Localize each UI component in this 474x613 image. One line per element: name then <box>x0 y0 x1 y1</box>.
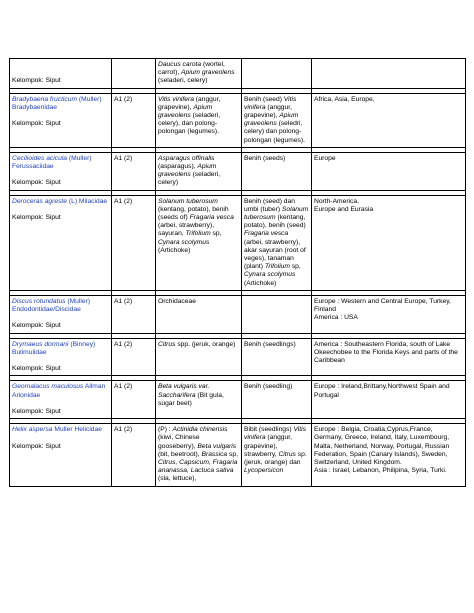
distribution-cell <box>312 152 466 190</box>
distribution-cell <box>312 338 466 376</box>
carrier-text: sp. (jeruk, orange) dan <box>244 450 307 467</box>
distribution-cell <box>312 424 466 486</box>
category-cell <box>112 152 156 190</box>
pest-table <box>9 58 466 487</box>
host-text: spp. (jeruk, orange) <box>175 340 236 348</box>
host-text: sp, <box>227 450 238 458</box>
species-name <box>12 298 109 314</box>
carrier-text: (anggur, grapevine), <box>244 103 292 120</box>
carrier-text: (arbei, strawberry), akar sayuran (root of veges), tanaman (plant) <box>244 238 306 271</box>
host-text: Apium graveolens <box>181 69 235 77</box>
host-text: Citrus <box>158 340 176 348</box>
carrier-cell <box>242 381 312 419</box>
carrier-text: Apium graveolens <box>244 112 299 128</box>
host-text: Daucus carota <box>158 61 202 68</box>
carrier-text: Fragaria vesca <box>244 230 289 238</box>
host-text: (seladeri, celery), dan polong-polongan (legumes). <box>158 112 221 136</box>
host-cell <box>156 338 242 376</box>
carrier-text: Benih (seed) <box>244 95 284 103</box>
species-italic: Discus rotundatus <box>12 297 66 305</box>
carrier-text: Trifolium <box>264 263 290 271</box>
carrier-text: Lycopersicon <box>244 467 284 475</box>
host-text: Beta vulgaris <box>197 442 237 450</box>
category-cell <box>112 295 156 333</box>
distribution-text: Europe : Belgia, Croatia,Cyprus,France, Germany, Greece, Ireland, Italy, Luxembourg, Malta, Netherland, Norway, Portugal, Russian Federation, Spain (Canary Islands), Sweden, Switzerland, United Kingdom. Asia : Israel, Lebanon, Philipina, Syria, Turki. <box>314 426 450 475</box>
host-text: (kentang, potato), benih (seeds of) <box>158 205 229 222</box>
table-row <box>10 295 466 333</box>
host-text: Cynara scolymus <box>158 238 210 246</box>
category-code: A1 (2) <box>114 426 133 434</box>
carrier-text: Solanum tuberosum <box>244 205 309 222</box>
species-author: (Muller) <box>77 95 102 103</box>
kelompok-label: Kelompok: Siput <box>12 214 61 222</box>
host-text: Vitis vinifera <box>158 95 194 103</box>
host-text: Apium graveolens <box>158 163 217 179</box>
species-author: (L) <box>67 197 78 205</box>
host-text: Brassica <box>201 450 228 458</box>
host-text: (asparagus), <box>158 163 198 171</box>
host-text: (Artichoke) <box>158 246 191 254</box>
category-code: A1 (2) <box>114 154 133 162</box>
carrier-text: Benih (seedling) <box>244 383 293 391</box>
species-italic: Geomalacus maculosus <box>12 383 84 391</box>
host-text: (sla, lettuce), <box>158 475 197 483</box>
category-cell <box>112 195 156 290</box>
species-cell <box>10 152 112 190</box>
species-family: (Binney) Bulimulidae <box>12 340 96 356</box>
species-name <box>12 198 109 206</box>
category-code: A1 (2) <box>114 297 133 305</box>
host-text: Orchidaceae <box>158 297 196 305</box>
species-name <box>12 155 109 171</box>
kelompok-label: Kelompok: Siput <box>12 77 61 85</box>
species-name <box>12 96 109 112</box>
carrier-cell <box>242 152 312 190</box>
host-text: (wortel, carrot), <box>158 61 225 77</box>
category-cell <box>112 338 156 376</box>
species-italic: Cecilioides acicula <box>12 154 68 162</box>
species-author: (Muller) <box>67 154 92 162</box>
category-code: A1 (2) <box>114 383 133 391</box>
distribution-cell <box>312 295 466 333</box>
species-family: Allman Arionidae <box>12 383 106 399</box>
carrier-text: (kentang, potato), benih (seed) <box>244 214 306 230</box>
distribution-cell <box>312 195 466 290</box>
carrier-cell <box>242 424 312 486</box>
carrier-cell <box>242 295 312 333</box>
species-cell <box>10 295 112 333</box>
host-text: Beta vulgaris var. Saccharifera <box>158 383 210 399</box>
distribution-text: North-America, Europe and Eurasia <box>314 197 374 213</box>
host-text: Asparagus offinalis <box>158 154 215 162</box>
host-cell <box>156 381 242 419</box>
host-text: Fragaria vesca <box>189 214 234 222</box>
host-cell <box>156 195 242 290</box>
distribution-text: Europe <box>314 154 336 162</box>
kelompok-label: Kelompok: Siput <box>12 408 61 416</box>
carrier-text: sp, <box>289 263 301 271</box>
host-text: sp, <box>210 230 222 238</box>
distribution-cell <box>312 59 466 89</box>
host-text: (P) : <box>158 426 173 434</box>
carrier-text: Bibit (seedlings) <box>244 426 294 434</box>
table-row <box>10 59 466 89</box>
species-family: Helicidae <box>74 426 102 434</box>
carrier-text: (Artichoke) <box>244 279 277 287</box>
species-name <box>12 383 109 399</box>
category-cell <box>112 381 156 419</box>
kelompok-label: Kelompok: Siput <box>12 442 61 450</box>
species-cell <box>10 93 112 147</box>
host-text: Actinidia chinensis <box>172 426 228 434</box>
species-cell <box>10 195 112 290</box>
host-text: (anggur, grapevine), <box>158 95 221 111</box>
category-code: A1 (2) <box>114 340 133 348</box>
table-row <box>10 338 466 376</box>
species-author: (Muller) <box>65 297 91 305</box>
distribution-text: Europe : Western and Central Europe, Turkey, Finland America : USA <box>314 297 451 322</box>
host-cell <box>156 59 242 89</box>
carrier-text: Benih (seedlings) <box>244 340 296 348</box>
host-text: (kiwi, Chinese gooseberry), <box>158 434 200 450</box>
host-cell <box>156 93 242 147</box>
carrier-text: (anggur, grapevine), strawberry, <box>244 434 292 458</box>
carrier-text: Vitis vinifera <box>244 426 306 442</box>
carrier-text: Cynara scolymus <box>244 271 296 279</box>
pest-table-body <box>10 59 466 487</box>
host-text: Solanum tuberosum <box>158 197 218 205</box>
category-cell <box>112 424 156 486</box>
distribution-cell <box>312 381 466 419</box>
carrier-text: Benih (seed) dan umbi (tuber) <box>244 197 295 213</box>
host-text: (arbei, strawberry), sayuran, <box>158 222 215 238</box>
species-italic: Bradybaena fructicum <box>12 95 78 103</box>
species-name <box>12 341 109 357</box>
species-cell <box>10 424 112 486</box>
distribution-text: America : Southeastern Florida, south of Lake Okeechobee to the Florida Keys and parts of the Caribbean <box>314 340 458 365</box>
kelompok-label: Kelompok: Siput <box>12 179 61 187</box>
host-text: (seladeri, celery) <box>158 77 208 85</box>
species-italic: Deroceras agreste <box>12 197 68 205</box>
category-cell <box>112 59 156 89</box>
species-author: Muller <box>52 426 73 434</box>
species-name <box>12 426 109 434</box>
category-cell <box>112 93 156 147</box>
kelompok-label: Kelompok: Siput <box>12 365 61 373</box>
table-row <box>10 195 466 290</box>
table-row <box>10 152 466 190</box>
host-cell <box>156 424 242 486</box>
carrier-cell <box>242 195 312 290</box>
species-italic: Drymaeus dormani <box>12 340 69 348</box>
species-cell <box>10 381 112 419</box>
table-row <box>10 93 466 147</box>
species-family: Endodontidae/Discidae <box>12 306 81 314</box>
table-row <box>10 424 466 486</box>
species-family: Bradybaenidae <box>12 103 57 111</box>
host-text: (Bit gula, sugar beet) <box>158 391 224 407</box>
species-family: Milacidae <box>78 197 108 205</box>
carrier-text: Vitis vinifera <box>244 95 297 111</box>
host-text: Citrus, Capsicum, Fragaria ananassa, Lactuca sativa <box>158 459 238 475</box>
species-cell <box>10 338 112 376</box>
host-text: (bit, beetroot), <box>158 450 202 458</box>
kelompok-label: Kelompok: Siput <box>12 120 61 128</box>
host-text: Trifolium <box>185 230 211 238</box>
kelompok-label: Kelompok: Siput <box>12 322 61 330</box>
category-code: A1 (2) <box>114 197 133 205</box>
distribution-text: Africa, Asia, Europe, <box>314 95 375 103</box>
host-cell <box>156 152 242 190</box>
distribution-text: Europe : Ireland,Brittany,Northwest Spain and Portugal <box>314 383 450 399</box>
carrier-text: Citrus <box>278 450 296 458</box>
species-italic: Helix aspersa <box>12 426 53 434</box>
host-text: Apium graveolens <box>158 103 213 120</box>
carrier-text: (seledri, celery) dan polong-polongan (legumes). <box>244 120 305 144</box>
category-code: A1 (2) <box>114 95 133 103</box>
host-text: (seladeri, celery) <box>158 171 221 187</box>
host-cell <box>156 295 242 333</box>
table-row <box>10 381 466 419</box>
carrier-cell <box>242 59 312 89</box>
carrier-cell <box>242 93 312 147</box>
carrier-text: Benih (seeds) <box>244 154 286 162</box>
species-cell <box>10 59 112 89</box>
carrier-cell <box>242 338 312 376</box>
species-family: Ferussaciidae <box>12 163 54 171</box>
distribution-cell <box>312 93 466 147</box>
